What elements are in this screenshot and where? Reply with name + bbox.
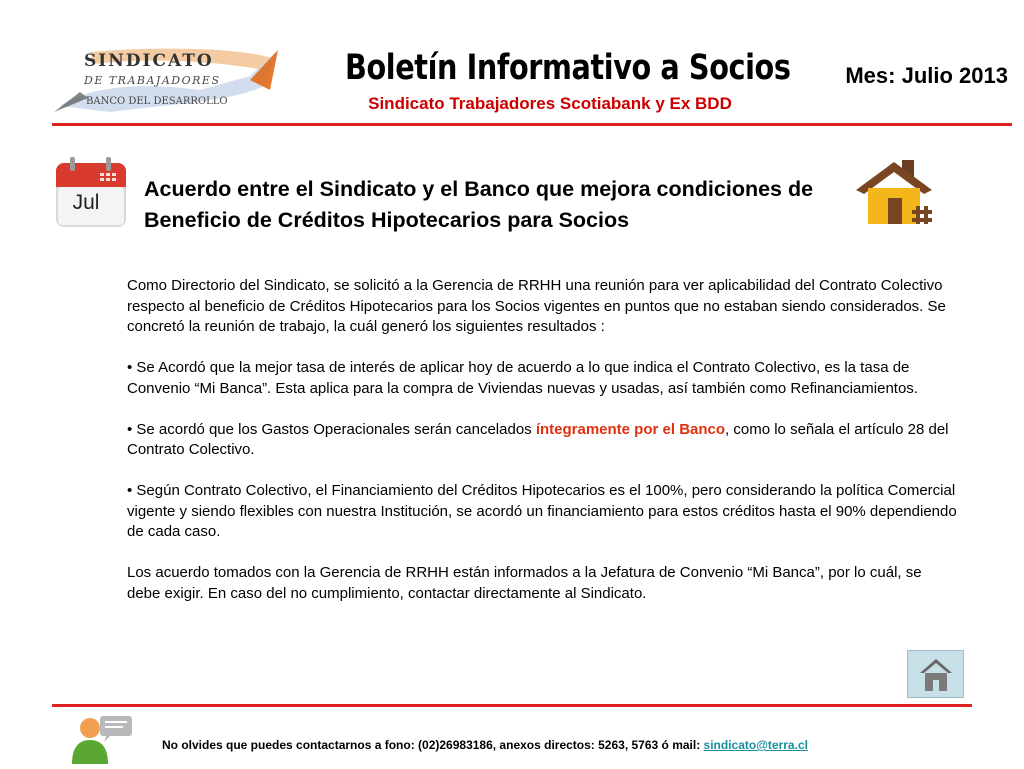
article-point-1: • Se Acordó que la mejor tasa de interés de aplicar hoy de acuerdo a lo que indica el Contrato Colectivo, es la tasa de Convenio “Mi Banca”. Esta aplica para la compra de Viviendas nuevas y usadas, así también como Refinanciamientos. — [127, 359, 918, 397]
logo-line-2: DE TRABAJADORES — [84, 74, 221, 87]
issue-month: Mes: Julio 2013 — [845, 63, 1008, 88]
page-subtitle: Sindicato Trabajadores Scotiabank y Ex BDD — [368, 94, 732, 113]
article-point-3: • Según Contrato Colectivo, el Financiamiento del Créditos Hipotecarios es el 100%, pero considerando la política Comercial vigente y siendo flexibles con nuestra Institución, se acordó un financiamiento para estos créditos hasta el 90% dependiendo de cada caso. — [127, 482, 957, 540]
union-logo — [50, 46, 282, 118]
article-closing: Los acuerdo tomados con la Gerencia de RRHH están informados a la Jefatura de Convenio “Mi Banca”, por lo cuál, se debe exigir. En caso del no cumplimiento, contactar directamente al Sindicato. — [127, 564, 922, 602]
logo-line-1: SINDICATO — [84, 51, 214, 71]
point-2-highlight: íntegramente por el Banco — [535, 420, 726, 438]
contact-chat-icon — [70, 714, 136, 764]
header-divider — [52, 123, 1012, 126]
article-intro: Como Directorio del Sindicato, se solicitó a la Gerencia de RRHH una reunión para ver aplicabilidad del Contrato Colectivo respecto al beneficio de Créditos Hipotecarios para los Socios vigentes en puntos que no estaban siendo considerados. Se concretó la reunión de trabajo, la cuál generó los siguientes resultados : — [127, 277, 946, 335]
point-2-text-end: , como lo señala el artículo 28 del Contrato Colectivo. — [127, 420, 949, 458]
footer-email-link[interactable]: sindicato@terra.cl — [703, 738, 808, 752]
house-icon — [850, 158, 940, 228]
page-title: Boletín Informativo a Socios — [345, 48, 791, 88]
article-body — [127, 276, 957, 625]
footer-divider — [52, 704, 972, 707]
calendar-month-label: Jul — [72, 191, 100, 214]
article-headline: Acuerdo entre el Sindicato y el Banco que mejora condiciones de Beneficio de Créditos Hipotecarios para Socios — [144, 177, 814, 232]
article-point-2 — [127, 420, 957, 461]
home-button[interactable] — [907, 650, 964, 698]
footer-contact — [162, 738, 808, 752]
footer-contact-text: No olvides que puedes contactarnos a fono: (02)26983186, anexos directos: 5263, 5763 ó mail: — [162, 738, 704, 752]
logo-line-3: BANCO DEL DESARROLLO — [86, 96, 228, 107]
home-icon — [918, 657, 954, 693]
point-2-text-start: • Se acordó que los Gastos Operacionales serán cancelados — [127, 420, 536, 438]
